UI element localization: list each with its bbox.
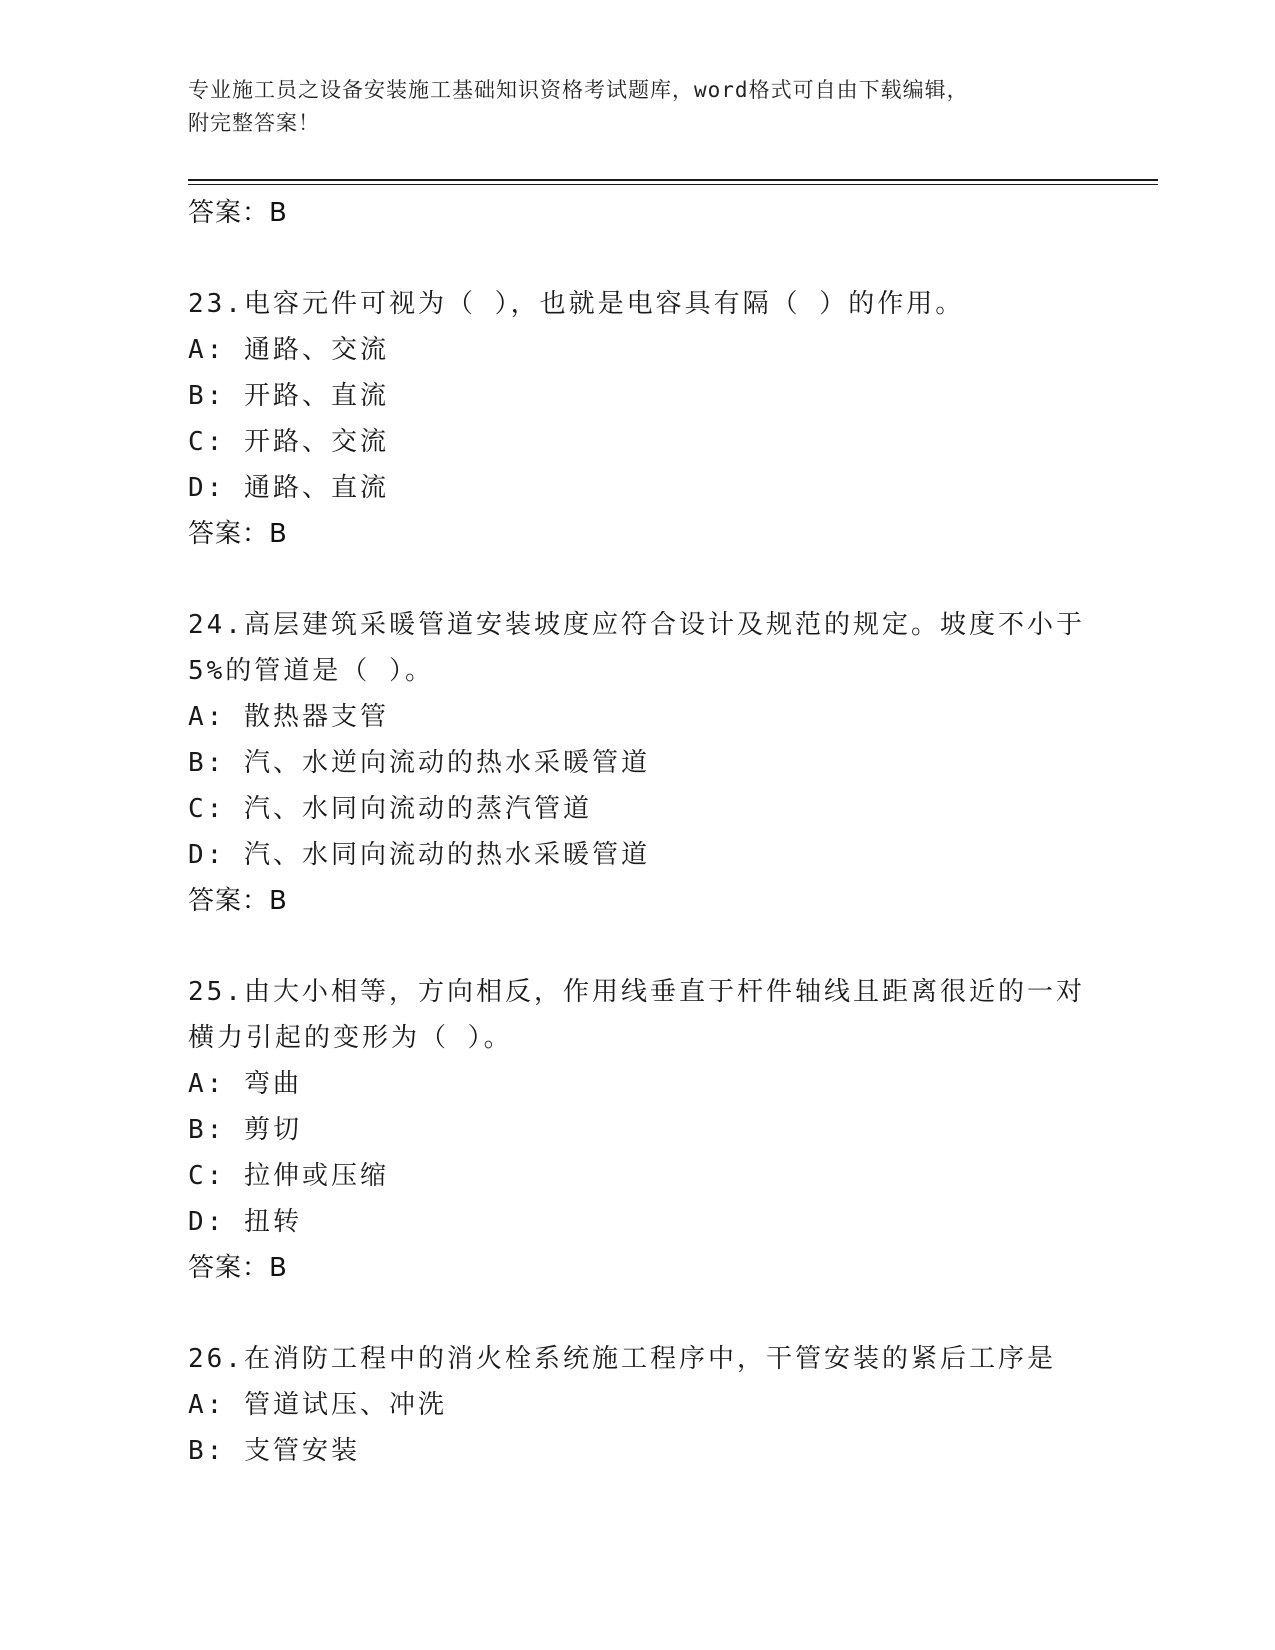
option-d: D: 汽、水同向流动的热水采暖管道: [188, 840, 650, 870]
option-d: D: 通路、直流: [188, 473, 389, 503]
option-b: B: 汽、水逆向流动的热水采暖管道: [188, 748, 650, 778]
option-a: A: 弯曲: [188, 1069, 302, 1099]
question-24: [188, 602, 1148, 924]
spacer: [188, 557, 1148, 602]
question-26: [188, 1336, 1148, 1474]
question-stem-line-2: 横力引起的变形为（ ）。: [188, 1023, 513, 1053]
question-list: [188, 190, 1148, 1474]
header-divider-thick: [188, 179, 1158, 181]
document-header: [188, 74, 1088, 140]
option-b: B: 开路、直流: [188, 381, 389, 411]
question-stem-line-1: 25.由大小相等，方向相反，作用线垂直于杆件轴线且距离很近的一对: [188, 977, 1085, 1007]
question-stem: 26.在消防工程中的消火栓系统施工程序中，干管安装的紧后工序是: [188, 1344, 1056, 1374]
answer-previous: 答案：B: [188, 198, 288, 228]
header-line-1: 专业施工员之设备安装施工基础知识资格考试题库，word格式可自由下载编辑，: [188, 78, 969, 102]
question-stem-line-1: 24.高层建筑采暖管道安装坡度应符合设计及规范的规定。坡度不小于: [188, 610, 1085, 640]
spacer: [188, 1291, 1148, 1336]
question-25: [188, 969, 1148, 1291]
spacer: [188, 924, 1148, 969]
header-divider-thin: [188, 184, 1158, 185]
option-b: B: 支管安装: [188, 1436, 360, 1466]
option-c: C: 拉伸或压缩: [188, 1161, 389, 1191]
spacer: [188, 236, 1148, 281]
option-b: B: 剪切: [188, 1115, 302, 1145]
question-stem-line-2: 5%的管道是（ ）。: [188, 656, 434, 686]
answer-24: 答案：B: [188, 886, 288, 916]
header-line-2: 附完整答案！: [188, 111, 320, 135]
option-c: C: 开路、交流: [188, 427, 389, 457]
option-c: C: 汽、水同向流动的蒸汽管道: [188, 794, 592, 824]
question-stem: 23.电容元件可视为（ ），也就是电容具有隔（ ）的作用。: [188, 289, 965, 319]
option-d: D: 扭转: [188, 1207, 302, 1237]
option-a: A: 管道试压、冲洗: [188, 1390, 447, 1420]
answer-25: 答案：B: [188, 1253, 288, 1283]
answer-23: 答案：B: [188, 519, 288, 549]
question-23: [188, 281, 1148, 557]
option-a: A: 通路、交流: [188, 335, 389, 365]
option-a: A: 散热器支管: [188, 702, 389, 732]
